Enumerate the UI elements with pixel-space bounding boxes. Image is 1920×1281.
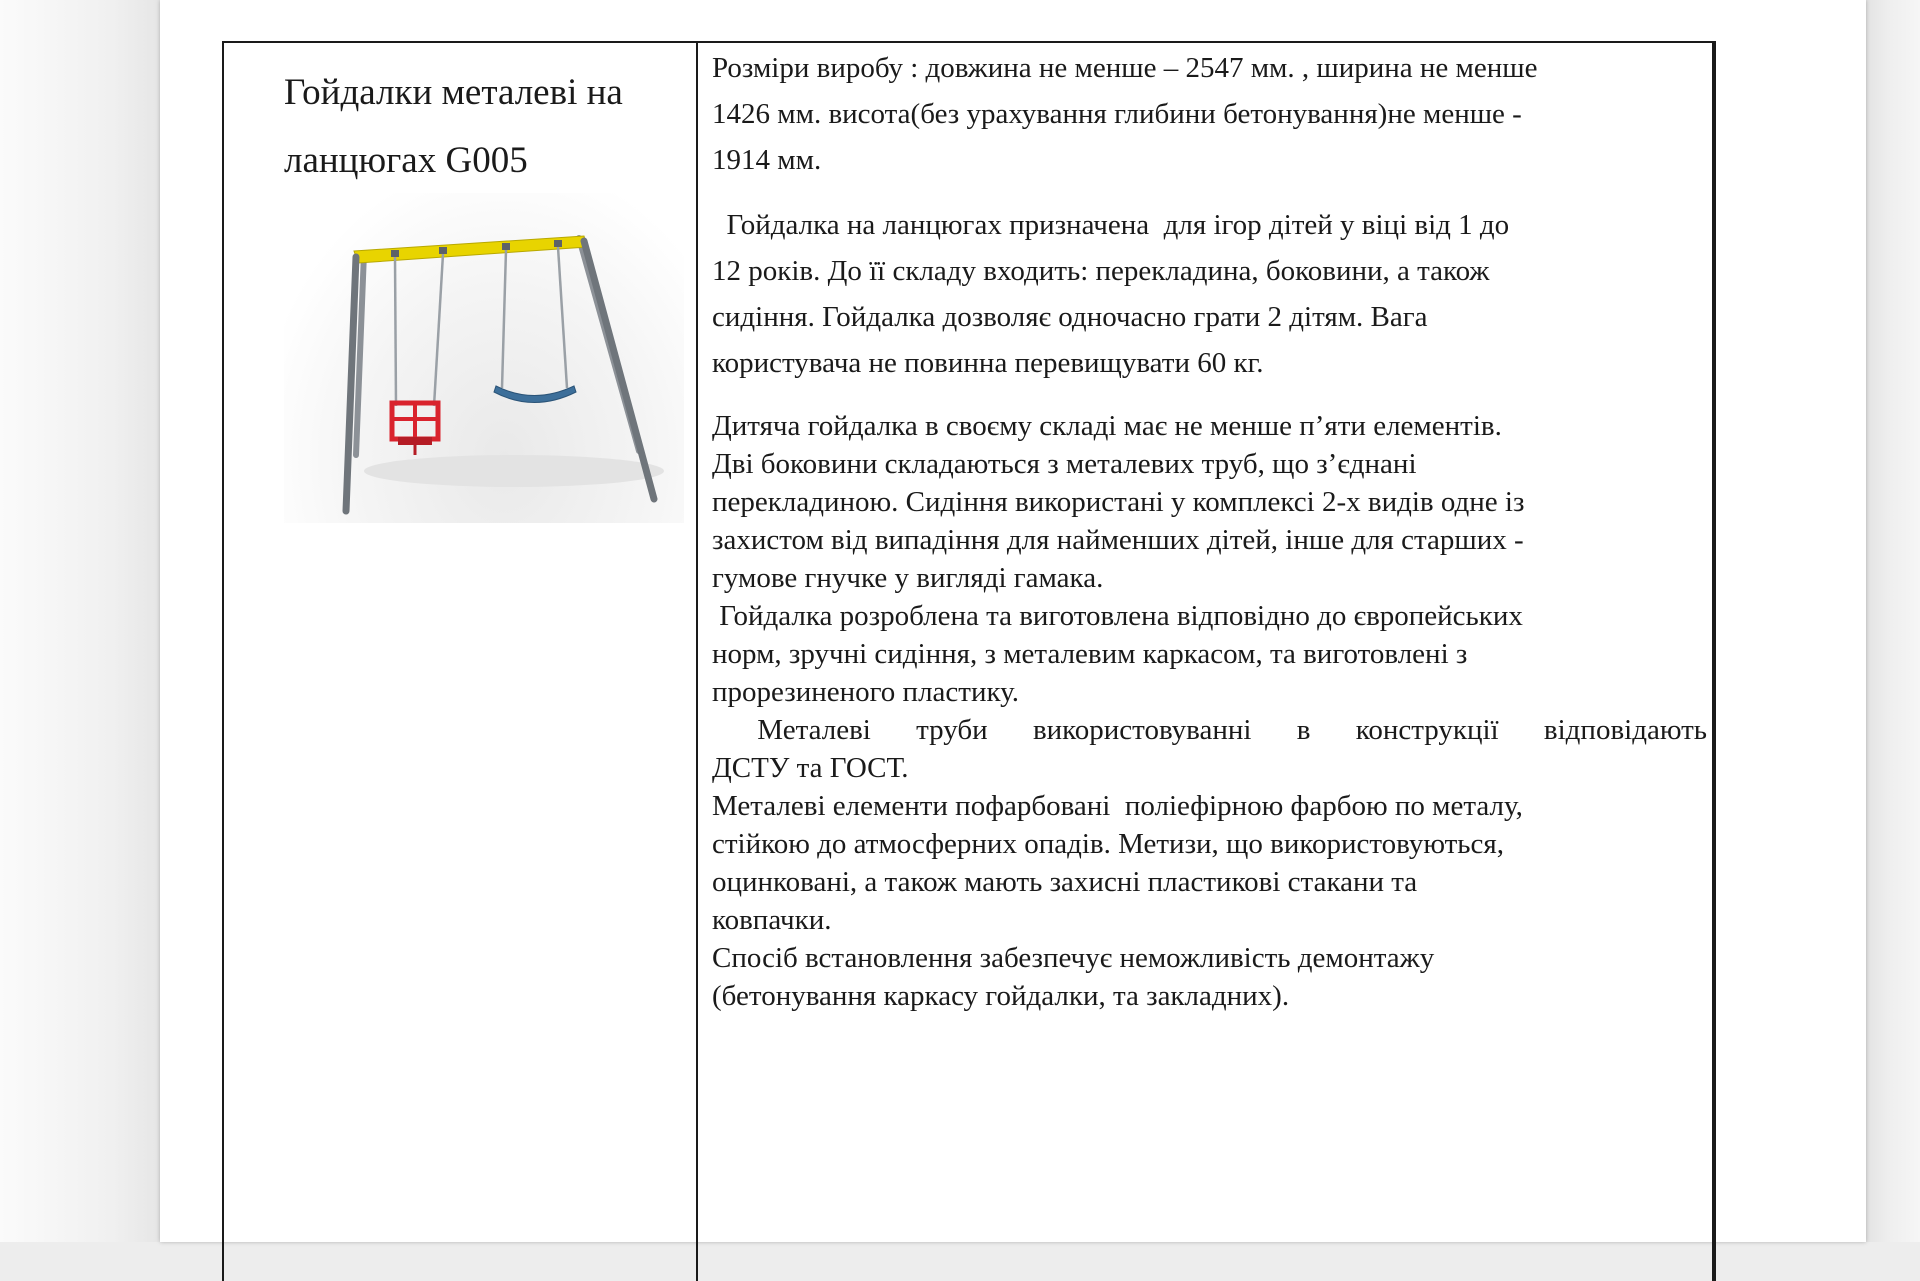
text-line: сидіння. Гойдалка дозволяє одночасно грати 2 дітям. Вага [712,301,1428,333]
text-line: Металеві труби використовуванні в конструкції відповідають [712,714,1707,746]
text-line: ДСТУ та ГОСТ. [712,752,909,784]
details-paragraph [712,407,1707,1015]
flat-seat [494,386,576,403]
window-background-right [1866,0,1920,1242]
hanger [554,240,562,247]
text-line: перекладиною. Сидіння використані у комплексі 2-х видів одне із [712,486,1525,518]
spec-table [222,41,1716,1281]
text-line: користувача не повинна перевищувати 60 кг. [712,347,1264,379]
product-cell [224,43,698,1281]
text-line: 12 років. До її складу входить: перекладина, боковини, а також [712,255,1490,287]
crossbar [354,236,587,263]
text-line: (бетонування каркасу гойдалки, та закладних). [712,980,1290,1012]
text-line: 1426 мм. висота(без урахування глибини бетонування)не менше - [712,98,1522,130]
text-line: стійкою до атмосферних опадів. Метизи, що використовуються, [712,828,1504,860]
toddler-seat [392,403,438,455]
swing-set-image [284,193,684,523]
text-line: ковпачки. [712,904,832,936]
ground-shadow [364,455,664,487]
text-line: захистом від випадіння для найменших дітей, інше для старших - [712,524,1524,556]
hanger [439,247,447,254]
chain [558,247,567,388]
text-line: Гойдалка на ланцюгах призначена для ігор дітей у віці від 1 до [712,209,1510,241]
text-line: оцинковані, а також мають захисні пластикові стакани та [712,866,1418,898]
chain [502,250,506,388]
window-background-left [0,0,160,1242]
product-title-line: Гойдалки металеві на [284,72,623,113]
purpose-paragraph [712,202,1707,386]
text-line: Металеві елементи пофарбовані поліефірною фарбою по металу, [712,790,1523,822]
product-title [284,59,684,195]
document-page [160,0,1866,1242]
chain [395,257,396,406]
hanger [502,243,510,250]
swing-set-icon [284,193,684,523]
text-line: 1914 мм. [712,144,822,176]
text-line: прорезиненого пластику. [712,676,1020,708]
frame-leg-front-left [346,257,356,511]
chain [434,254,443,406]
text-line: гумове гнучке у вигляді гамака. [712,562,1104,594]
text-line: Спосіб встановлення забезпечує неможливість демонтажу [712,942,1435,974]
description-cell [698,43,1714,1281]
hanger [391,250,399,257]
product-title-line: ланцюгах G005 [284,140,528,181]
text-line: Дві боковини складаються з металевих труб, що з’єднані [712,448,1417,480]
text-line: норм, зручні сидіння, з металевим каркасом, та виготовлені з [712,638,1468,670]
text-line: Гойдалка розроблена та виготовлена відповідно до європейських [712,600,1523,632]
text-line: Дитяча гойдалка в своєму складі має не менше п’яти елементів. [712,410,1502,442]
dimensions-paragraph [712,45,1707,183]
text-line: Розміри виробу : довжина не менше – 2547 мм. , ширина не менше [712,52,1538,84]
